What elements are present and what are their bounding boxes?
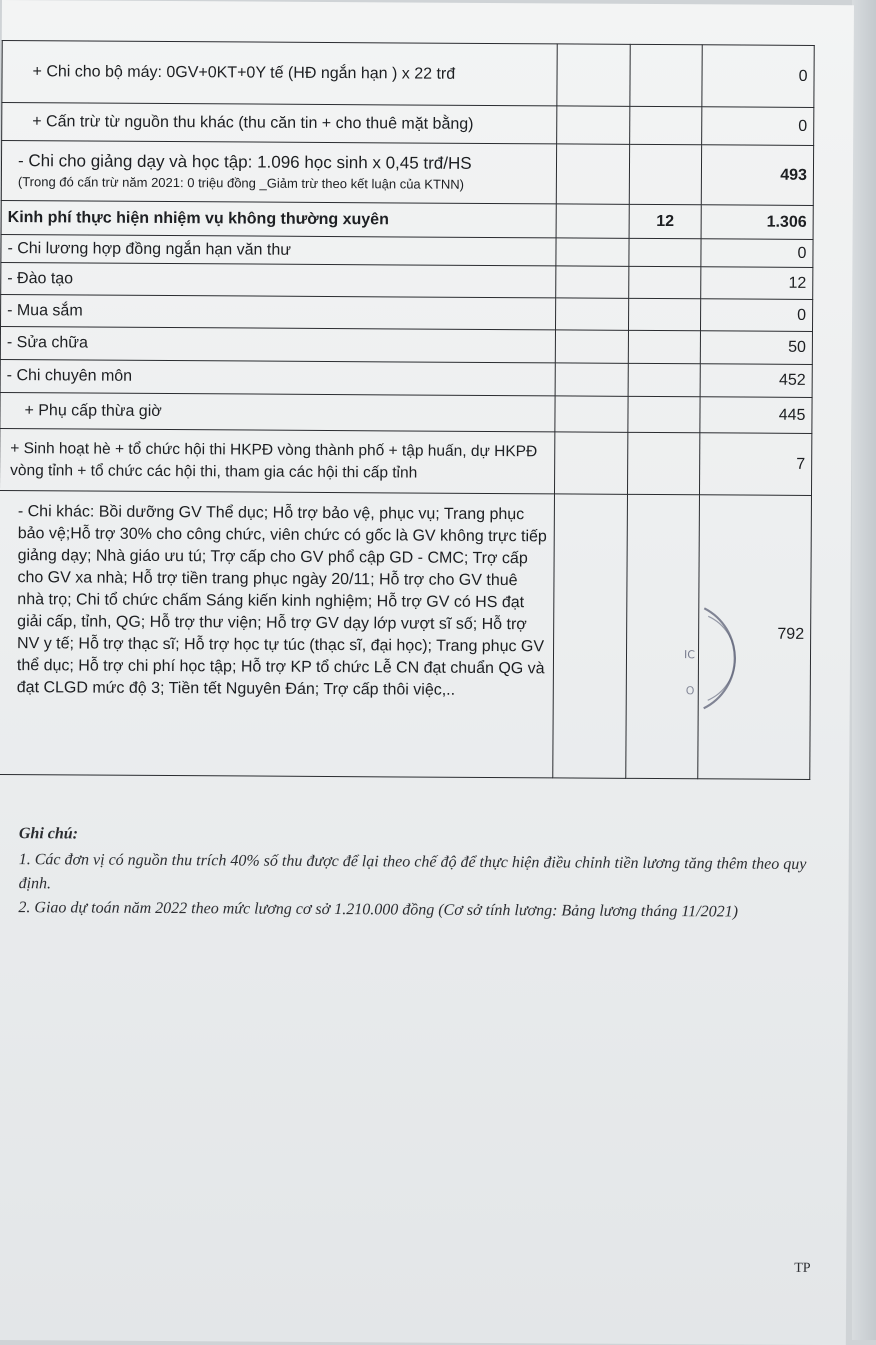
svg-text:O: O — [685, 684, 695, 698]
row-col-b — [628, 363, 700, 396]
row-amount: 0 — [700, 299, 812, 332]
table-row-section — [1, 200, 813, 239]
row-col-a — [557, 44, 630, 106]
row-col-a — [556, 144, 629, 204]
row-col-b — [628, 396, 700, 432]
table-row — [0, 428, 812, 495]
row-amount: 7 — [699, 433, 811, 496]
row-amount: 452 — [700, 364, 812, 398]
row-description: + Chi cho bộ máy: 0GV+0KT+0Y tế (HĐ ngắn hạn ) x 22 trđ — [2, 41, 557, 106]
note-item: 2. Giao dự toán năm 2022 theo mức lương cơ sở 1.210.000 đồng (Cơ sở tính lương: Bảng lương tháng 11/2021) — [18, 899, 739, 921]
row-col-a — [556, 266, 629, 298]
row-col-a — [553, 494, 628, 778]
official-seal — [674, 602, 751, 714]
row-description: - Sửa chữa — [0, 326, 555, 362]
section-title: Kinh phí thực hiện nhiệm vụ không thường xuyên — [1, 200, 556, 237]
table-row — [2, 103, 814, 146]
row-amount: 792 — [698, 495, 812, 780]
table-row — [1, 294, 813, 331]
notes-section — [18, 822, 819, 925]
row-col-a — [555, 298, 628, 330]
row-col-b — [628, 330, 700, 363]
row-col-a — [555, 396, 628, 432]
row-amount: 12 — [701, 267, 813, 300]
row-description: - Chi chuyên môn — [0, 359, 555, 395]
row-description: + Sinh hoạt hè + tổ chức hội thi HKPĐ vòng thành phố + tập huấn, dự HKPĐ vòng tỉnh + tổ chức các hội thi, tham gia các hội thi cấp tỉnh — [0, 428, 555, 493]
row-col-a — [555, 330, 628, 363]
table-row — [1, 141, 813, 206]
row-col-b: 12 — [629, 204, 701, 238]
table-row — [0, 359, 812, 397]
row-description: - Chi lương hợp đồng ngắn hạn văn thư — [1, 234, 556, 265]
row-col-a — [556, 238, 629, 266]
row-description: - Chi cho giảng dạy và học tập: 1.096 học sinh x 0,45 trđ/HS — [17, 151, 472, 173]
row-subnote: (Trong đó cấn trừ năm 2021: 0 triệu đồng _Giảm trừ theo kết luận của KTNN) — [17, 174, 465, 192]
table-row — [2, 41, 814, 108]
row-col-a — [554, 432, 627, 494]
row-amount: 50 — [700, 331, 812, 365]
row-amount: 0 — [702, 107, 814, 146]
table-row — [0, 326, 812, 364]
row-description: + Phụ cấp thừa giờ — [0, 392, 555, 431]
row-description: - Mua sắm — [1, 294, 556, 329]
row-col-a — [557, 106, 630, 144]
svg-text:IC: IC — [683, 648, 695, 662]
row-col-b — [630, 44, 702, 106]
notes-heading: Ghi chú: — [18, 825, 79, 843]
row-col-b — [629, 238, 701, 266]
row-amount: 493 — [701, 145, 813, 206]
row-amount: 0 — [701, 239, 813, 268]
row-col-a — [555, 363, 628, 396]
row-col-b — [628, 298, 700, 330]
row-description: - Đào tạo — [1, 262, 556, 297]
row-amount: 0 — [702, 45, 814, 108]
table-row — [1, 262, 813, 299]
row-description-cell — [1, 141, 556, 204]
row-col-b — [629, 144, 701, 204]
row-col-a — [556, 204, 629, 238]
note-item: 1. Các đơn vị có nguồn thu trích 40% số thu được để lại theo chế độ để thực hiện điều chỉnh tiền lương tăng thêm theo quy định. — [18, 851, 807, 893]
page-edge — [852, 0, 876, 1340]
row-description: - Chi khác: Bồi dưỡng GV Thể dục; Hỗ trợ bảo vệ, phục vụ; Trang phục bảo vệ;Hỗ trợ 30% cho công chức, viên chức có gốc là GV không trực tiếp giảng dạy; Nhà giáo ưu tú; Trợ cấp cho GV phổ cập GD - CMC; Trợ cấp cho GV xa nhà; Hỗ trợ tiền trang phục ngày 20/11; Hỗ trợ cho GV thuê nhà trọ; Chi tổ chức chấm Sáng kiến kinh nghiệm; Hỗ trợ GV có HS đạt giải cấp, tỉnh, QG; Hỗ trợ thư viện; Hỗ trợ GV dạy lớp vượt sĩ số; Hỗ trợ NV y tế; Hỗ trợ thạc sĩ; Hỗ trợ học tự túc (thạc sĩ, đại học); Trang phục GV thể dục; Hỗ trợ chi phí học tập; Hỗ trợ KP tổ chức Lễ CN đạt chuẩn QG và đạt CLGD mức độ 3; Tiền tết Nguyên Đán; Trợ cấp thôi việc,.. — [0, 490, 554, 777]
row-description: + Cấn trừ từ nguồn thu khác (thu căn tin + cho thuê mặt bằng) — [2, 103, 557, 144]
table-row — [0, 392, 812, 433]
row-amount: 1.306 — [701, 205, 813, 240]
row-col-b — [627, 432, 699, 494]
row-amount: 445 — [700, 397, 812, 434]
footer-initials: TP — [794, 1260, 811, 1276]
row-col-b — [630, 106, 702, 144]
row-col-b — [629, 266, 701, 298]
